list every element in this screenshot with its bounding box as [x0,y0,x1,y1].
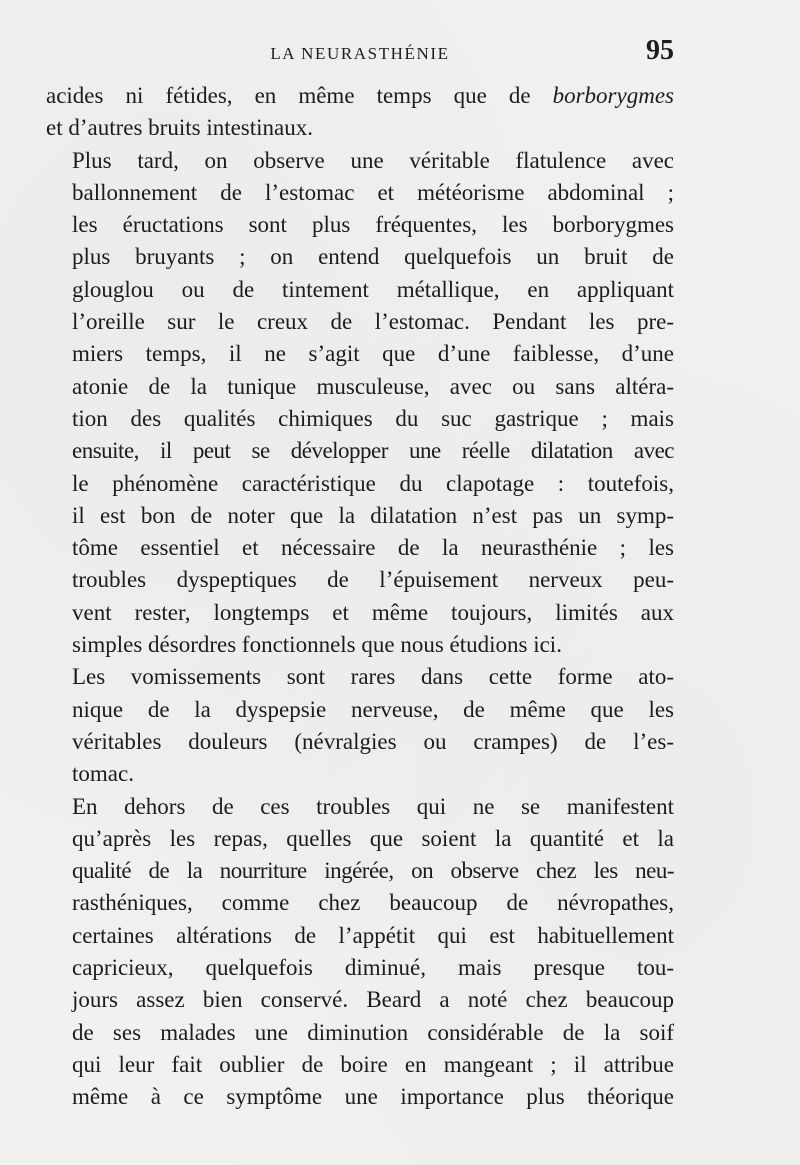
text-line: capricieux, quelquefois diminué, mais presque tou- [72,955,674,981]
text-line: qu’après les repas, quelles que soient la quantité et la [72,825,674,851]
text-line: les éructations sont plus fréquentes, les borborygmes [72,212,674,238]
text-line: véritables douleurs (névralgies ou crampes) de l’es- [72,728,674,754]
page-number: 95 [646,35,674,66]
book-page [46,30,674,1114]
body-text [46,80,674,1114]
text-line: vent rester, longtemps et même toujours, limités aux [72,599,674,625]
text-line: il est bon de noter que la dilatation n’est pas un symp- [72,502,674,528]
text-line: tôme essentiel et nécessaire de la neurasthénie ; les [72,535,674,561]
text-line: qui leur fait oublier de boire en mangeant ; il attribue [72,1051,674,1077]
paragraph [46,791,674,1114]
page-header [46,30,674,70]
text-line: tomac. [72,761,134,787]
text-line: l’oreille sur le creux de l’estomac. Pendant les pre- [72,309,674,335]
paragraph [46,80,674,145]
paragraph [46,145,674,662]
text-line: simples désordres fonctionnels que nous étudions ici. [72,632,562,658]
text-line: Les vomissements sont rares dans cette forme ato- [72,664,674,690]
text-line: jours assez bien conservé. Beard a noté chez beaucoup [72,987,674,1013]
text-line: le phénomène caractéristique du clapotage : toutefois, [72,470,674,496]
text-line: miers temps, il ne s’agit que d’une faiblesse, d’une [72,341,674,367]
running-title: LA NEURASTHÉNIE [270,44,450,63]
text-line: même à ce symptôme une importance plus théorique [72,1084,674,1110]
text-line: ensuite, il peut se développer une réelle dilatation avec [72,438,674,464]
text-line: plus bruyants ; on entend quelquefois un bruit de [72,244,674,270]
text-line: glouglou ou de tintement métallique, en appliquant [72,276,674,302]
text-line: ballonnement de l’estomac et météorisme abdominal ; [72,179,674,205]
text-line: troubles dyspeptiques de l’épuisement nerveux peu- [72,567,674,593]
text-line: de ses malades une diminution considérable de la soif [72,1019,674,1045]
paragraph [46,661,674,790]
text-line: acides ni fétides, en même temps que de borborygmes [46,83,674,108]
text-line: rasthéniques, comme chez beaucoup de névropathes, [72,890,674,916]
text-line: et d’autres bruits intestinaux. [46,115,313,141]
text-line: En dehors de ces troubles qui ne se manifestent [72,793,674,819]
italic-term: borborygmes [552,83,674,108]
text-line: qualité de la nourriture ingérée, on observe chez les neu- [72,858,674,884]
text-line: tion des qualités chimiques du suc gastrique ; mais [72,405,674,431]
text-line: nique de la dyspepsie nerveuse, de même que les [72,696,674,722]
text-line: certaines altérations de l’appétit qui est habituellement [72,922,674,948]
text-line: Plus tard, on observe une véritable flatulence avec [72,147,674,173]
text-line: atonie de la tunique musculeuse, avec ou sans altéra- [72,373,674,399]
